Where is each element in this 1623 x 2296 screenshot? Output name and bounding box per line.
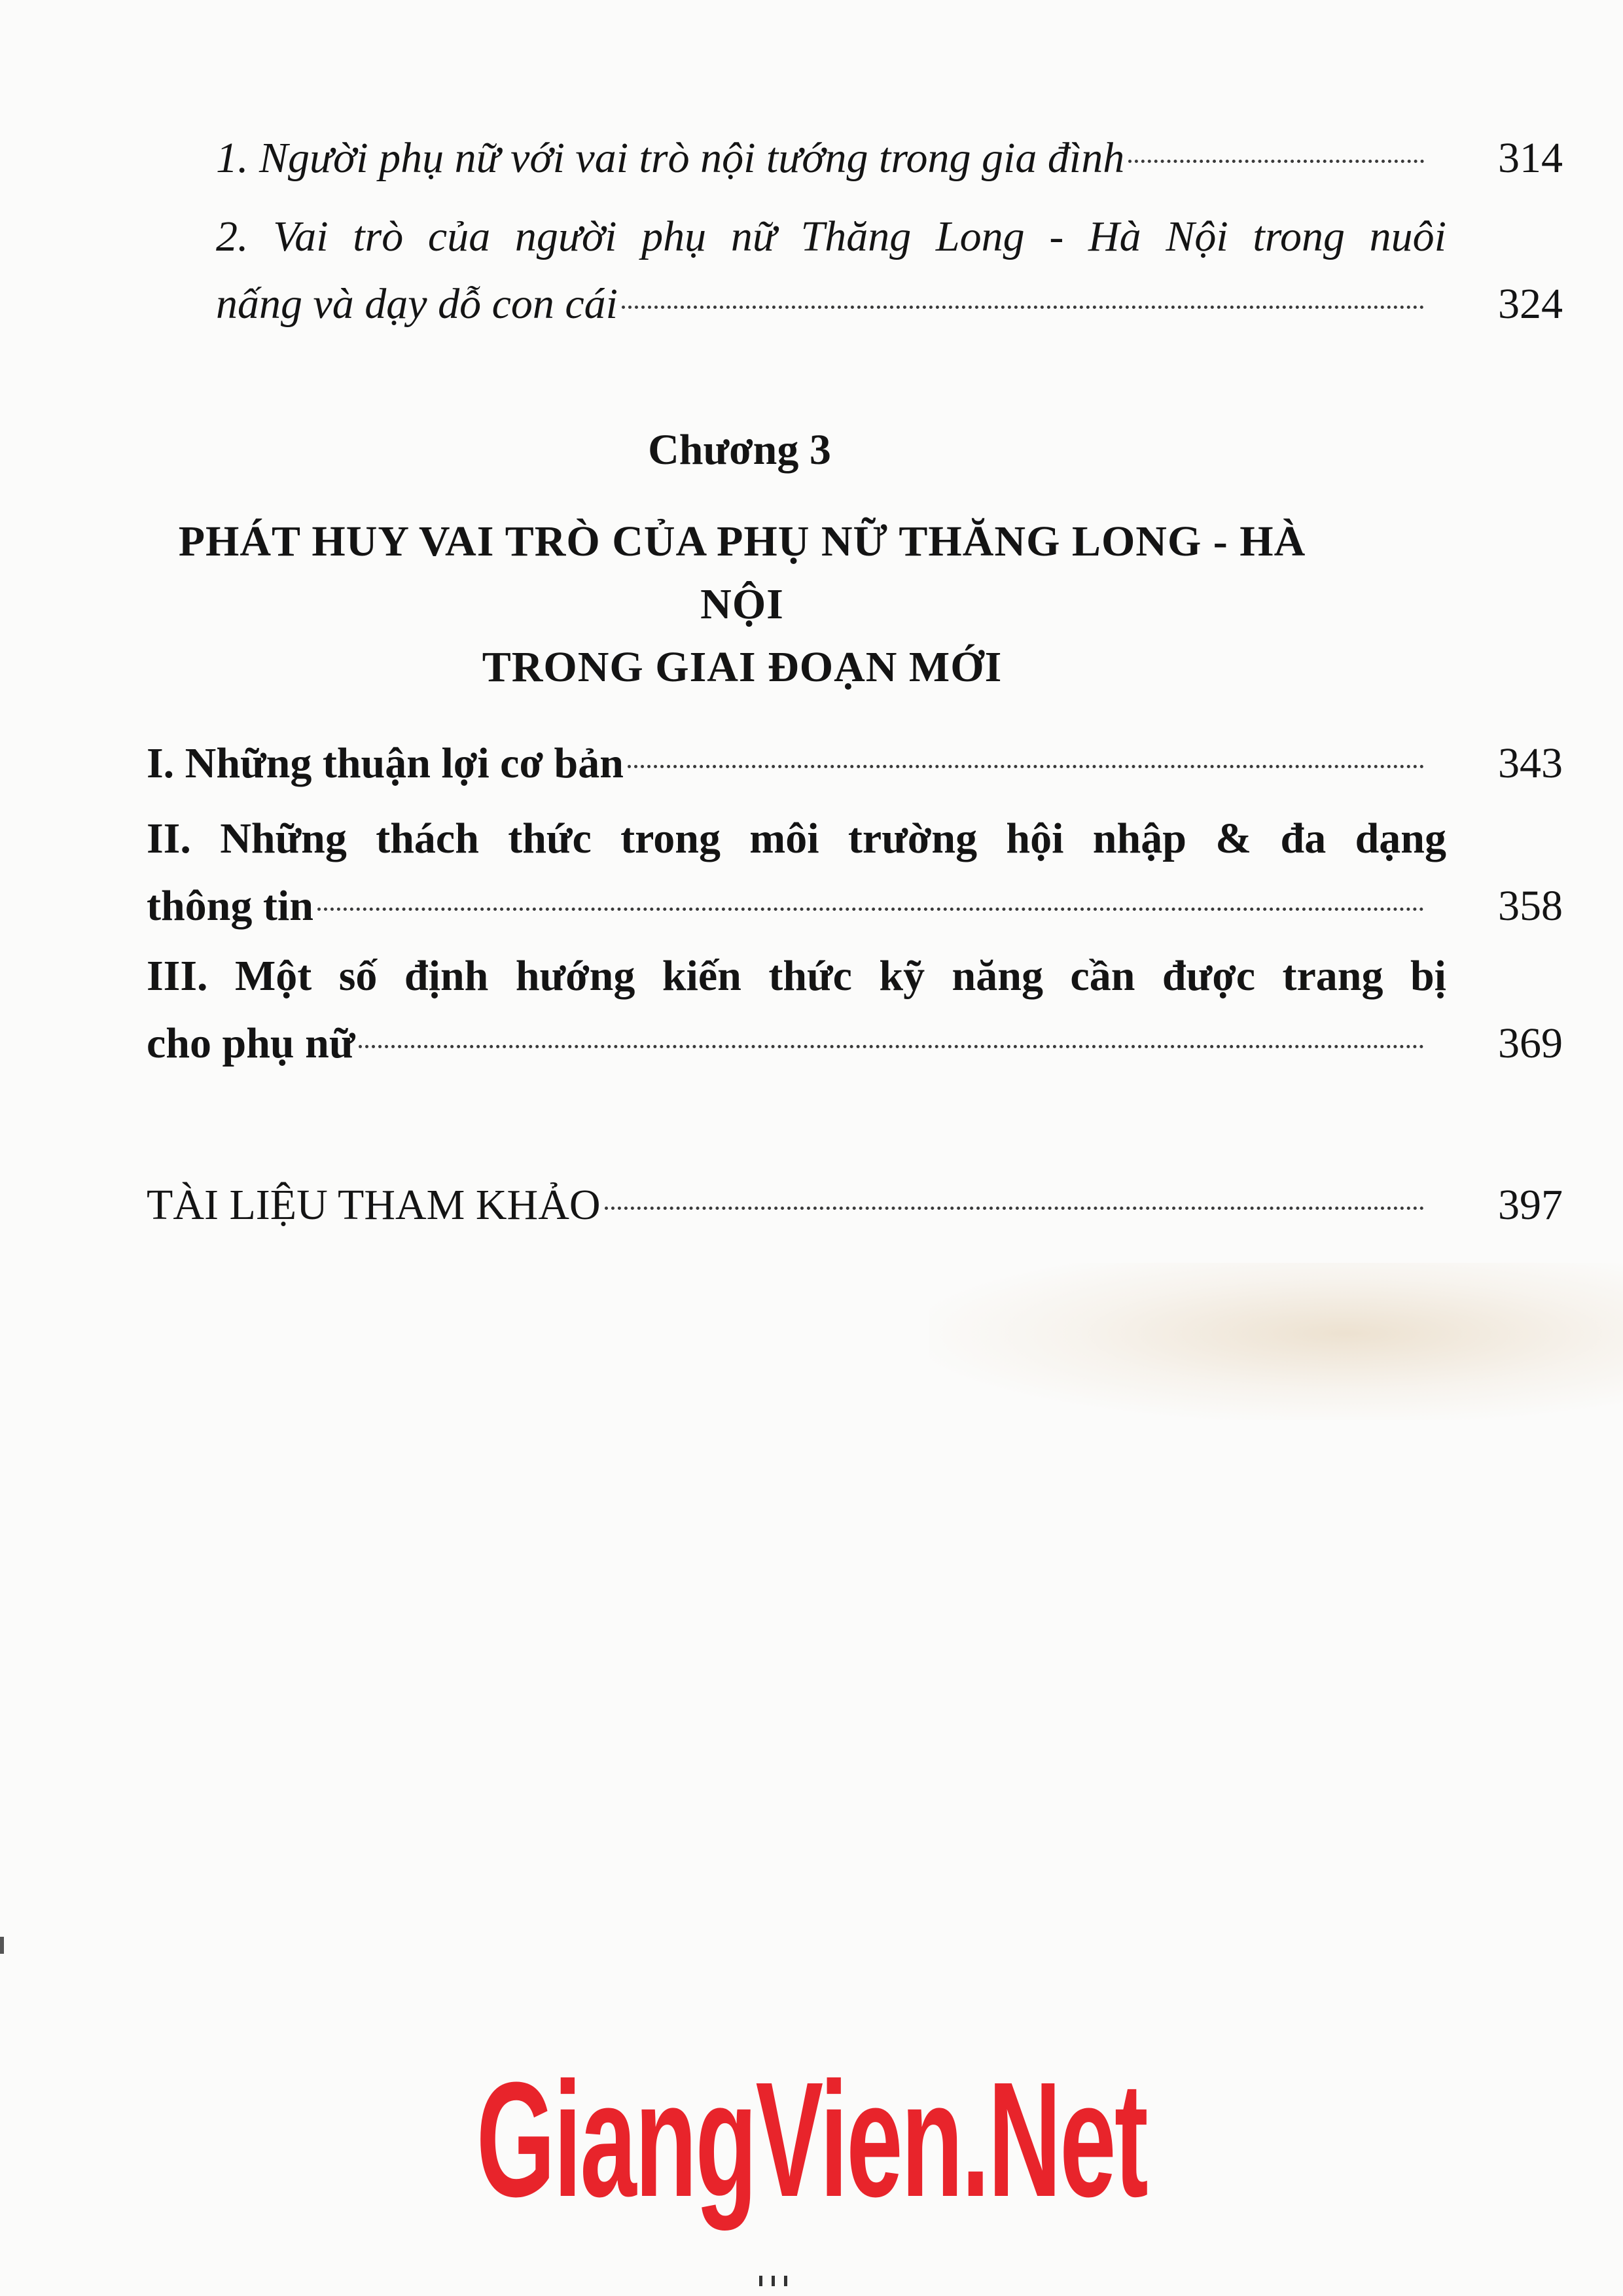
dot-leader [359, 1045, 1424, 1048]
chapter-title-line: PHÁT HUY VAI TRÒ CỦA PHỤ NỮ THĂNG LONG - HÀ NỘI [178, 518, 1306, 628]
toc-page-number: 314 [1498, 134, 1563, 182]
dot-leader [622, 306, 1424, 309]
chapter-label: Chương 3 [648, 426, 831, 474]
toc-page-number: 324 [1498, 280, 1563, 328]
dot-leader [1128, 160, 1424, 163]
dot-leader [605, 1207, 1424, 1210]
paper-stain [929, 1263, 1623, 1420]
toc-page-number: 369 [1498, 1019, 1563, 1067]
toc-entry-text: I. Những thuận lợi cơ bản [147, 739, 624, 787]
references-label: TÀI LIỆU THAM KHẢO [147, 1181, 601, 1229]
watermark: GiangVien.Net [476, 2048, 1147, 2231]
scan-mark [0, 1937, 4, 1954]
toc-entry-text-cont: nấng và dạy dỗ con cái [216, 280, 618, 328]
toc-page-number: 397 [1498, 1181, 1563, 1229]
chapter-title [147, 510, 1338, 699]
references-entry [147, 1171, 1563, 1239]
page-footer-mark [759, 2276, 805, 2289]
toc-entry [216, 203, 1563, 338]
toc-page-number: 358 [1498, 882, 1563, 930]
toc-entry-text: 1. Người phụ nữ với vai trò nội tướng trong gia đình [216, 134, 1125, 182]
toc-entry [147, 942, 1563, 1077]
toc-entry [147, 730, 1563, 797]
toc-entry-text: II. Những thách thức trong môi trường hội nhập & đa dạng [147, 815, 1446, 862]
toc-entry-text: 2. Vai trò của người phụ nữ Thăng Long - Hà Nội trong nuôi [216, 213, 1446, 260]
dot-leader [628, 765, 1424, 768]
dot-leader [317, 908, 1424, 911]
toc-entry-text-cont: thông tin [147, 882, 313, 930]
toc-entry-text-cont: cho phụ nữ [147, 1019, 355, 1067]
toc-entry [216, 124, 1563, 192]
toc-entry [147, 805, 1563, 940]
toc-page-number: 343 [1498, 739, 1563, 787]
chapter-title-line: TRONG GIAI ĐOẠN MỚI [482, 643, 1003, 691]
toc-entry-text: III. Một số định hướng kiến thức kỹ năng cần được trang bị [147, 952, 1446, 1000]
